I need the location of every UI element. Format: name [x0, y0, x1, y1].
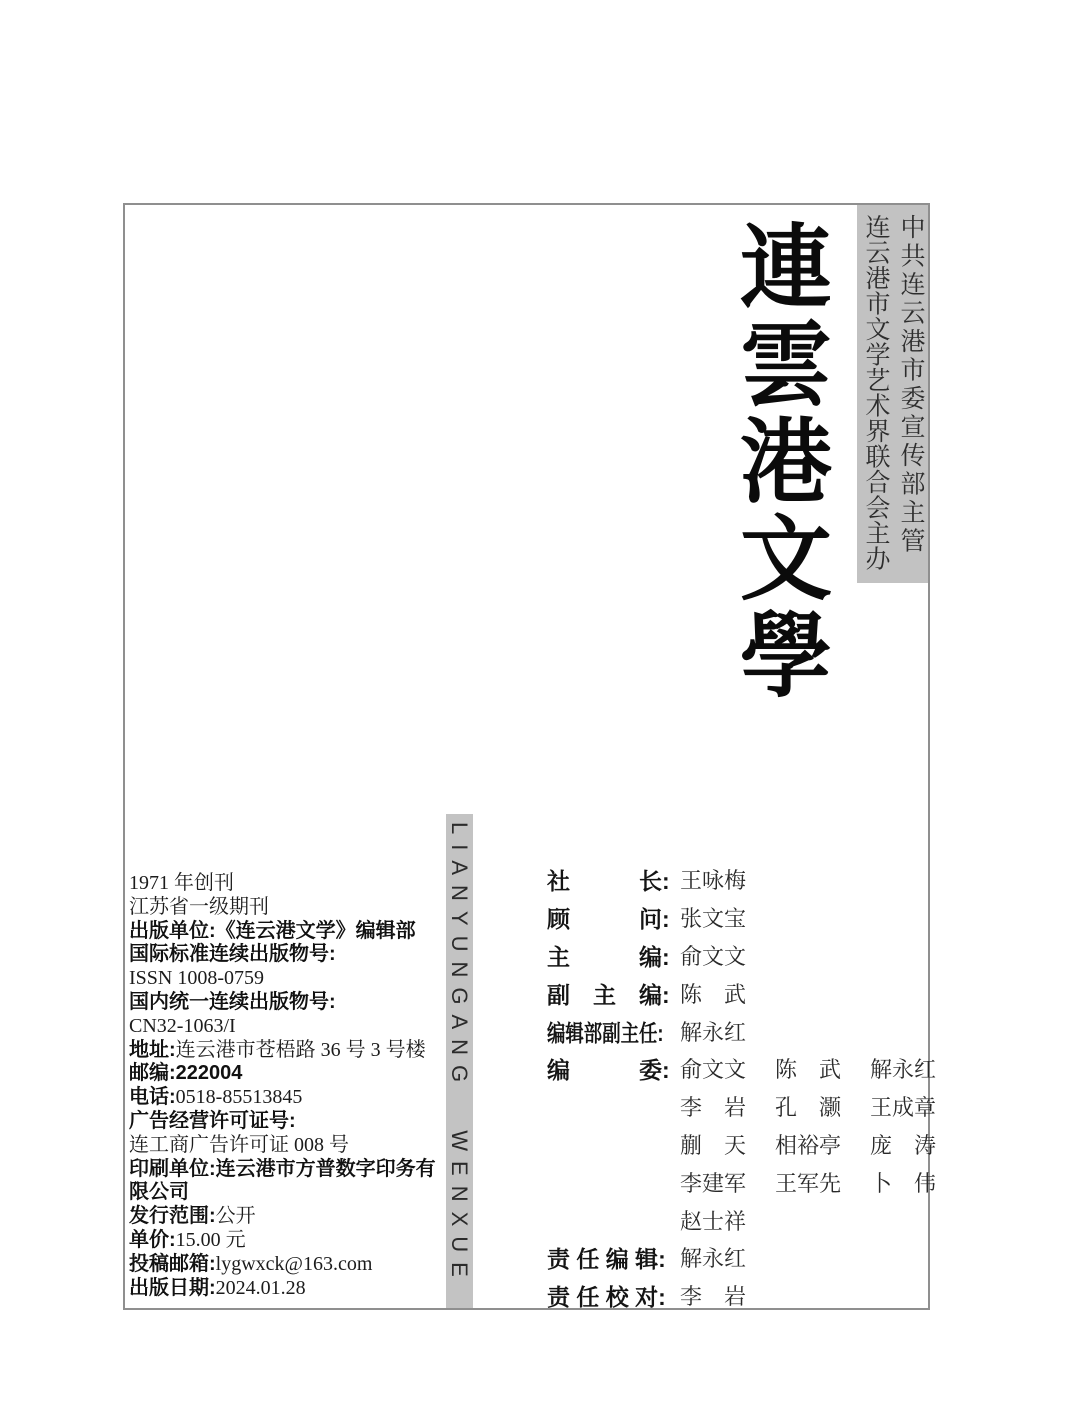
role-label: 主 编:: [547, 943, 670, 970]
info-line-printer: 印刷单位:连云港市方普数字印务有: [129, 1157, 436, 1180]
info-line-cn-label: 国内统一连续出版物号:: [129, 990, 336, 1013]
committee-member: 卜 伟: [870, 1171, 937, 1197]
committee-member: 孔 灏: [775, 1096, 842, 1122]
committee-member: 赵士祥: [680, 1209, 747, 1235]
committee-member: 庞 涛: [870, 1133, 937, 1159]
info-line-grade: 江苏省一级期刊: [129, 895, 269, 918]
info-line-printer-cont: 限公司: [129, 1181, 189, 1204]
info-line-founded: 1971 年创刊: [129, 872, 234, 894]
role-label: 编 委:: [547, 1057, 670, 1084]
info-line-postcode: 邮编:222004: [129, 1062, 243, 1085]
editorial-row-committee-3: [547, 1126, 937, 1164]
committee-member: 蒯 天: [680, 1133, 747, 1159]
info-line-publisher: 出版单位:《连云港文学》编辑部: [129, 919, 416, 942]
role-label: 责 任 校 对:: [547, 1284, 666, 1311]
pinyin-banner: LIANYUNGANG WENXUE: [446, 814, 473, 1308]
role-label: 编辑部副主任:: [547, 1019, 664, 1046]
info-line-pubdate: 出版日期:2024.01.28: [129, 1276, 306, 1299]
info-line-cn: CN32-1063/I: [129, 1014, 236, 1037]
role-label: 社 长:: [547, 868, 670, 895]
committee-member: 王军先: [775, 1171, 842, 1197]
info-line-phone: 电话:0518-85513845: [129, 1086, 303, 1109]
editorial-name: 俞文文: [680, 944, 747, 970]
committee-member: 李建军: [680, 1171, 747, 1197]
editorial-row-advisor: [547, 899, 930, 937]
editorial-row-dept-deputy-director: [547, 1012, 930, 1050]
editorial-board: [547, 861, 937, 1315]
editorial-name: 陈 武: [680, 982, 747, 1008]
editorial-row-committee-1: [547, 1050, 937, 1088]
editorial-row-responsible-editor: [547, 1239, 930, 1277]
role-label: 副 主 编:: [547, 981, 670, 1008]
editorial-row-director: [547, 861, 930, 899]
committee-member: 解永红: [870, 1058, 937, 1084]
editorial-row-committee-2: [547, 1088, 937, 1126]
info-line-issn-label: 国际标准连续出版物号:: [129, 943, 336, 966]
info-line-email: 投稿邮箱:lygwxck@163.com: [129, 1252, 373, 1275]
info-line-issn: ISSN 1008-0759: [129, 967, 265, 990]
editorial-name: 张文宝: [680, 907, 747, 933]
editorial-name: 王咏梅: [680, 869, 747, 895]
editorial-row-proofreader: [547, 1277, 930, 1315]
supervisor-line-1: 中共连云港市委宣传部主管: [897, 214, 924, 556]
editorial-name: 解永红: [680, 1020, 747, 1046]
editorial-row-deputy-editor: [547, 974, 930, 1012]
editorial-row-chief-editor: [547, 937, 930, 975]
page-frame: [123, 203, 937, 1311]
supervisor-line-2: 连云港市文学艺术界联合会主办: [862, 214, 889, 571]
role-label: 顾 问:: [547, 906, 670, 933]
editorial-name: 解永红: [680, 1247, 747, 1273]
publication-info: [129, 872, 464, 1300]
info-line-ad-license-label: 广告经营许可证号:: [129, 1109, 296, 1132]
info-line-address: 地址:连云港市苍梧路 36 号 3 号楼: [129, 1038, 426, 1061]
committee-member: 陈 武: [775, 1058, 842, 1084]
info-line-ad-license: 连工商广告许可证 008 号: [129, 1133, 349, 1156]
info-line-price: 单价:15.00 元: [129, 1228, 246, 1251]
supervisor-banner: [857, 205, 928, 583]
magazine-title-calligraphy: 連雲港文學: [725, 219, 833, 704]
committee-member: 相裕亭: [775, 1133, 842, 1159]
editorial-name: 李 岩: [680, 1285, 747, 1311]
editorial-row-committee-4: [547, 1163, 937, 1201]
committee-member: 李 岩: [680, 1096, 747, 1122]
editorial-row-committee-5: [547, 1201, 930, 1239]
role-label: 责 任 编 辑:: [547, 1246, 666, 1273]
info-line-distribution: 发行范围:公开: [129, 1205, 256, 1228]
committee-member: 俞文文: [680, 1058, 747, 1084]
committee-member: 王成章: [870, 1096, 937, 1122]
